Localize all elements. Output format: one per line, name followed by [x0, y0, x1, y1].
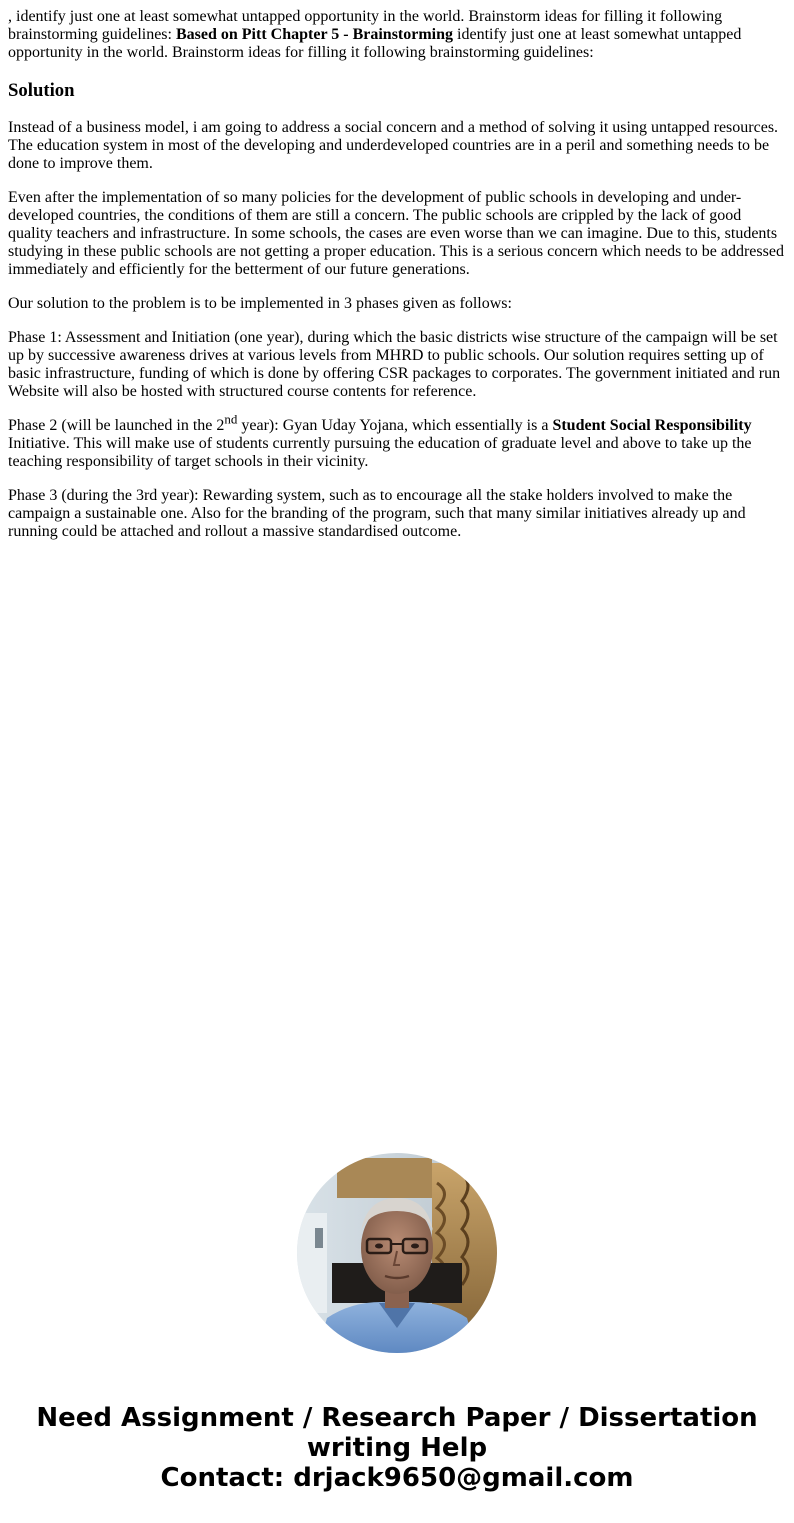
question-lead: , identify just one at least somewhat untapped opportunity in the world. Brainstorm ideas for filling it following brainstorming guidelines:	[8, 8, 723, 43]
solution-paragraph-2: Even after the implementation of so many policies for the development of public schools in developing and under-developed countries, the conditions of them are still a concern. The public schools are crippled by the lack of good quality teachers and infrastructure. In some schools, the cases are even worse than we can imagine. Due to this, students studying in these public schools are not getting a proper education. This is a serious concern which needs to be addressed immediately and efficiently for the betterment of our future generations.	[8, 189, 784, 278]
avatar-photo	[297, 1153, 497, 1353]
promo-banner	[0, 1403, 794, 1493]
solution-paragraph-3: Our solution to the problem is to be implemented in 3 phases given as follows:	[8, 295, 512, 312]
phase-2-part-1: Phase 2 (will be launched in the 2	[8, 417, 225, 434]
phase-2-part-2: year): Gyan Uday Yojana, which essentially is a	[237, 417, 553, 434]
solution-paragraph-1: Instead of a business model, i am going to address a social concern and a method of solving it using untapped resources. The education system in most of the developing and underdeveloped countries are in a peril and something needs to be done to improve them.	[8, 119, 779, 172]
promo-contact: Contact: drjack9650@gmail.com	[160, 1463, 634, 1493]
question-tail: identify just one at least somewhat untapped opportunity in the world. Brainstorm ideas for filling it following brainstorming guidelines:	[8, 26, 742, 61]
phase-2-superscript: nd	[224, 411, 238, 427]
phase-1-paragraph: Phase 1: Assessment and Initiation (one year), during which the basic districts wise structure of the campaign will be set up by successive awareness drives at various levels from MHRD to public schools. Our solution requires setting up of basic infrastructure, funding of which is done by offering CSR packages to corporates. The government initiated and run Website will also be hosted with structured course contents for reference.	[8, 329, 781, 400]
phase-2-part-3: Initiative. This will make use of students currently pursuing the education of graduate level and above to take up the teaching responsibility of target schools in their vicinity.	[8, 435, 752, 470]
question-bold: Based on Pitt Chapter 5 - Brainstorming	[175, 26, 454, 43]
phase-3-paragraph: Phase 3 (during the 3rd year): Rewarding system, such as to encourage all the stake holders involved to make the campaign a sustainable one. Also for the branding of the program, such that many similar initiatives already up and running could be attached and rollout a massive standardised outcome.	[8, 487, 746, 540]
solution-heading: Solution	[8, 80, 75, 101]
phase-2-paragraph	[8, 411, 786, 471]
article	[8, 8, 786, 557]
avatar	[297, 1153, 497, 1353]
question-text	[8, 8, 786, 62]
phase-2-bold: Student Social Responsibility	[552, 417, 752, 434]
promo-line-1: Need Assignment / Research Paper / Dissertation writing Help	[36, 1403, 758, 1463]
